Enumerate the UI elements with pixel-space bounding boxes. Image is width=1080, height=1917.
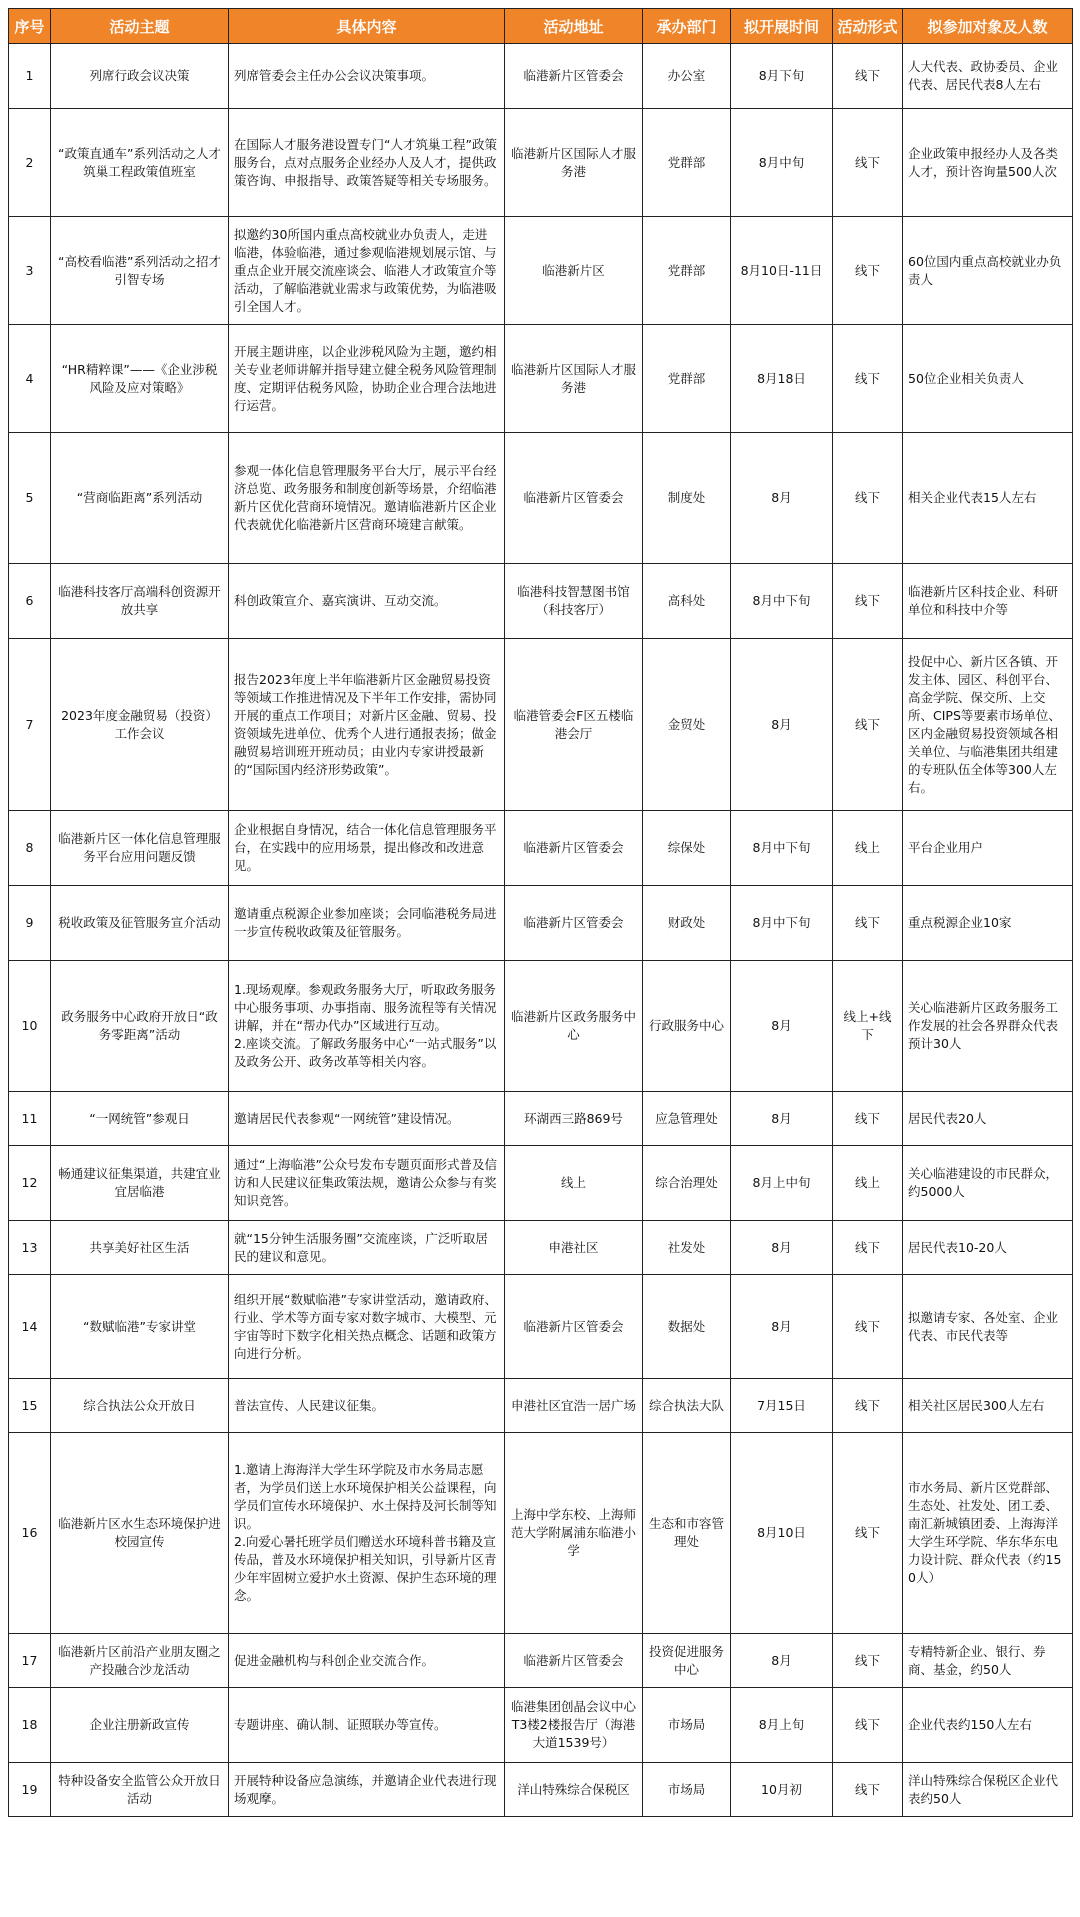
cell-theme: 畅通建议征集渠道，共建宜业宜居临港 bbox=[51, 1146, 229, 1221]
cell-time: 8月10日 bbox=[731, 1433, 833, 1634]
cell-content: 邀请重点税源企业参加座谈；会同临港税务局进一步宣传税收政策及征管服务。 bbox=[229, 886, 505, 961]
cell-no: 7 bbox=[9, 639, 51, 811]
cell-time: 8月上中旬 bbox=[731, 1146, 833, 1221]
cell-form: 线下 bbox=[833, 564, 903, 639]
cell-participants: 市水务局、新片区党群部、生态处、社发处、团工委、南汇新城镇团委、上海海洋大学生环学院、华东华东电力设计院、群众代表（约150人） bbox=[903, 1433, 1073, 1634]
cell-participants: 企业政策申报经办人及各类人才，预计咨询量500人次 bbox=[903, 109, 1073, 217]
cell-theme: “政策直通车”系列活动之人才筑巢工程政策值班室 bbox=[51, 109, 229, 217]
cell-address: 临港新片区政务服务中心 bbox=[505, 961, 643, 1092]
cell-theme: 临港科技客厅高端科创资源开放共享 bbox=[51, 564, 229, 639]
cell-content: 企业根据自身情况，结合一体化信息管理服务平台，在实践中的应用场景，提出修改和改进意见。 bbox=[229, 811, 505, 886]
cell-no: 15 bbox=[9, 1379, 51, 1433]
cell-dept: 综合治理处 bbox=[643, 1146, 731, 1221]
cell-content: 科创政策宣介、嘉宾演讲、互动交流。 bbox=[229, 564, 505, 639]
table-body bbox=[9, 44, 1073, 1817]
cell-form: 线下 bbox=[833, 1379, 903, 1433]
header-time: 拟开展时间 bbox=[731, 9, 833, 44]
cell-time: 8月 bbox=[731, 639, 833, 811]
cell-theme: 2023年度金融贸易（投资）工作会议 bbox=[51, 639, 229, 811]
cell-address: 临港新片区国际人才服务港 bbox=[505, 109, 643, 217]
table-row bbox=[9, 564, 1073, 639]
cell-time: 10月初 bbox=[731, 1763, 833, 1817]
table-row bbox=[9, 1688, 1073, 1763]
cell-time: 8月18日 bbox=[731, 325, 833, 433]
cell-participants: 平台企业用户 bbox=[903, 811, 1073, 886]
cell-time: 8月 bbox=[731, 961, 833, 1092]
cell-content: 1.邀请上海海洋大学生环学院及市水务局志愿者，为学员们送上水环境保护相关公益课程，向学员们宣传水环境保护、水土保持及河长制等知识。 2.向爱心暑托班学员们赠送水环境科普书籍及宣传品，普及水环境保护相关知识，引导新片区青少年牢固树立爱护水土资源、保护生态环境的理念。 bbox=[229, 1433, 505, 1634]
table-row bbox=[9, 217, 1073, 325]
header-content: 具体内容 bbox=[229, 9, 505, 44]
cell-theme: 税收政策及征管服务宣介活动 bbox=[51, 886, 229, 961]
cell-dept: 党群部 bbox=[643, 325, 731, 433]
cell-form: 线下 bbox=[833, 1688, 903, 1763]
cell-content: 列席管委会主任办公会议决策事项。 bbox=[229, 44, 505, 109]
cell-content: 专题讲座、确认制、证照联办等宣传。 bbox=[229, 1688, 505, 1763]
table-row bbox=[9, 44, 1073, 109]
table-row bbox=[9, 1379, 1073, 1433]
cell-form: 线下 bbox=[833, 1092, 903, 1146]
cell-participants: 洋山特殊综合保税区企业代表约50人 bbox=[903, 1763, 1073, 1817]
table-row bbox=[9, 1433, 1073, 1634]
cell-form: 线下 bbox=[833, 1763, 903, 1817]
cell-form: 线下 bbox=[833, 1433, 903, 1634]
cell-participants: 人大代表、政协委员、企业代表、居民代表8人左右 bbox=[903, 44, 1073, 109]
cell-address: 临港管委会F区五楼临港会厅 bbox=[505, 639, 643, 811]
cell-form: 线上 bbox=[833, 1146, 903, 1221]
cell-form: 线下 bbox=[833, 886, 903, 961]
cell-theme: 临港新片区水生态环境保护进校园宣传 bbox=[51, 1433, 229, 1634]
table-row bbox=[9, 1092, 1073, 1146]
cell-no: 11 bbox=[9, 1092, 51, 1146]
header-no: 序号 bbox=[9, 9, 51, 44]
cell-dept: 应急管理处 bbox=[643, 1092, 731, 1146]
table-row bbox=[9, 325, 1073, 433]
cell-no: 13 bbox=[9, 1221, 51, 1275]
cell-theme: 企业注册新政宣传 bbox=[51, 1688, 229, 1763]
cell-no: 17 bbox=[9, 1634, 51, 1688]
cell-no: 19 bbox=[9, 1763, 51, 1817]
cell-no: 14 bbox=[9, 1275, 51, 1379]
cell-content: 邀请居民代表参观“一网统管”建设情况。 bbox=[229, 1092, 505, 1146]
cell-form: 线上+线下 bbox=[833, 961, 903, 1092]
cell-dept: 办公室 bbox=[643, 44, 731, 109]
cell-participants: 专精特新企业、银行、券商、基金，约50人 bbox=[903, 1634, 1073, 1688]
cell-time: 8月 bbox=[731, 1275, 833, 1379]
cell-theme: “高校看临港”系列活动之招才引智专场 bbox=[51, 217, 229, 325]
cell-address: 上海中学东校、上海师范大学附属浦东临港小学 bbox=[505, 1433, 643, 1634]
cell-address: 临港新片区管委会 bbox=[505, 811, 643, 886]
cell-dept: 党群部 bbox=[643, 109, 731, 217]
cell-time: 7月15日 bbox=[731, 1379, 833, 1433]
table-row bbox=[9, 886, 1073, 961]
cell-theme: “一网统管”参观日 bbox=[51, 1092, 229, 1146]
table-header-row bbox=[9, 9, 1073, 44]
cell-form: 线下 bbox=[833, 217, 903, 325]
cell-dept: 高科处 bbox=[643, 564, 731, 639]
cell-dept: 行政服务中心 bbox=[643, 961, 731, 1092]
cell-address: 临港新片区管委会 bbox=[505, 1275, 643, 1379]
table-row bbox=[9, 639, 1073, 811]
cell-dept: 市场局 bbox=[643, 1688, 731, 1763]
activity-table bbox=[8, 8, 1073, 1817]
cell-address: 临港新片区 bbox=[505, 217, 643, 325]
cell-content: 报告2023年度上半年临港新片区金融贸易投资等领域工作推进情况及下半年工作安排，需协同开展的重点工作项目；对新片区金融、贸易、投资领域先进单位、优秀个人进行通报表扬；做金融贸易培训班开班动员；由业内专家讲授最新的“国际国内经济形势政策”。 bbox=[229, 639, 505, 811]
table-row bbox=[9, 109, 1073, 217]
cell-content: 通过“上海临港”公众号发布专题页面形式普及信访和人民建议征集政策法规，邀请公众参与有奖知识竞答。 bbox=[229, 1146, 505, 1221]
cell-time: 8月上旬 bbox=[731, 1688, 833, 1763]
cell-address: 申港社区宜浩一居广场 bbox=[505, 1379, 643, 1433]
cell-no: 5 bbox=[9, 433, 51, 564]
cell-participants: 50位企业相关负责人 bbox=[903, 325, 1073, 433]
cell-form: 线下 bbox=[833, 44, 903, 109]
cell-time: 8月中下旬 bbox=[731, 886, 833, 961]
table-row bbox=[9, 1221, 1073, 1275]
cell-participants: 投促中心、新片区各镇、开发主体、园区、科创平台、高金学院、保交所、上交所、CIPS等要素市场单位、区内金融贸易投资领域各相关单位、与临港集团共组建的专班队伍全体等300人左右。 bbox=[903, 639, 1073, 811]
cell-dept: 党群部 bbox=[643, 217, 731, 325]
cell-time: 8月中下旬 bbox=[731, 811, 833, 886]
cell-theme: “HR精粹课”——《企业涉税风险及应对策略》 bbox=[51, 325, 229, 433]
cell-form: 线上 bbox=[833, 811, 903, 886]
cell-content: 在国际人才服务港设置专门“人才筑巢工程”政策服务台，点对点服务企业经办人及人才，提供政策咨询、申报指导、政策答疑等相关专场服务。 bbox=[229, 109, 505, 217]
cell-address: 临港新片区管委会 bbox=[505, 1634, 643, 1688]
table-row bbox=[9, 1634, 1073, 1688]
table-row bbox=[9, 961, 1073, 1092]
cell-form: 线下 bbox=[833, 109, 903, 217]
cell-dept: 数据处 bbox=[643, 1275, 731, 1379]
cell-address: 临港新片区管委会 bbox=[505, 886, 643, 961]
cell-participants: 相关企业代表15人左右 bbox=[903, 433, 1073, 564]
cell-no: 16 bbox=[9, 1433, 51, 1634]
cell-participants: 60位国内重点高校就业办负责人 bbox=[903, 217, 1073, 325]
cell-dept: 综保处 bbox=[643, 811, 731, 886]
header-theme: 活动主题 bbox=[51, 9, 229, 44]
cell-dept: 生态和市容管理处 bbox=[643, 1433, 731, 1634]
cell-form: 线下 bbox=[833, 325, 903, 433]
table-row bbox=[9, 1275, 1073, 1379]
cell-dept: 市场局 bbox=[643, 1763, 731, 1817]
header-dept: 承办部门 bbox=[643, 9, 731, 44]
cell-address: 申港社区 bbox=[505, 1221, 643, 1275]
cell-theme: “数赋临港”专家讲堂 bbox=[51, 1275, 229, 1379]
cell-participants: 拟邀请专家、各处室、企业代表、市民代表等 bbox=[903, 1275, 1073, 1379]
cell-no: 8 bbox=[9, 811, 51, 886]
cell-form: 线下 bbox=[833, 1221, 903, 1275]
cell-content: 就“15分钟生活服务圈”交流座谈，广泛听取居民的建议和意见。 bbox=[229, 1221, 505, 1275]
cell-form: 线下 bbox=[833, 1634, 903, 1688]
cell-theme: 临港新片区前沿产业朋友圈之产投融合沙龙活动 bbox=[51, 1634, 229, 1688]
cell-form: 线下 bbox=[833, 433, 903, 564]
cell-theme: 综合执法公众开放日 bbox=[51, 1379, 229, 1433]
cell-time: 8月中旬 bbox=[731, 109, 833, 217]
cell-dept: 综合执法大队 bbox=[643, 1379, 731, 1433]
cell-dept: 社发处 bbox=[643, 1221, 731, 1275]
cell-content: 拟邀约30所国内重点高校就业办负责人，走进临港，体验临港，通过参观临港规划展示馆、与重点企业开展交流座谈会、临港人才政策宣介等活动，了解临港就业需求与政策优势，为临港吸引全国人才。 bbox=[229, 217, 505, 325]
cell-theme: 临港新片区一体化信息管理服务平台应用问题反馈 bbox=[51, 811, 229, 886]
cell-form: 线下 bbox=[833, 639, 903, 811]
cell-content: 普法宣传、人民建议征集。 bbox=[229, 1379, 505, 1433]
cell-address: 临港集团创晶会议中心T3楼2楼报告厅（海港大道1539号） bbox=[505, 1688, 643, 1763]
header-address: 活动地址 bbox=[505, 9, 643, 44]
cell-theme: 共享美好社区生活 bbox=[51, 1221, 229, 1275]
cell-no: 6 bbox=[9, 564, 51, 639]
cell-theme: “营商临距离”系列活动 bbox=[51, 433, 229, 564]
cell-time: 8月下旬 bbox=[731, 44, 833, 109]
cell-no: 4 bbox=[9, 325, 51, 433]
activity-table-container bbox=[8, 8, 1072, 1817]
cell-theme: 列席行政会议决策 bbox=[51, 44, 229, 109]
cell-no: 9 bbox=[9, 886, 51, 961]
cell-time: 8月 bbox=[731, 1634, 833, 1688]
cell-dept: 金贸处 bbox=[643, 639, 731, 811]
cell-address: 临港新片区管委会 bbox=[505, 433, 643, 564]
header-participants: 拟参加对象及人数 bbox=[903, 9, 1073, 44]
cell-participants: 重点税源企业10家 bbox=[903, 886, 1073, 961]
cell-theme: 政务服务中心政府开放日“政务零距离”活动 bbox=[51, 961, 229, 1092]
cell-participants: 企业代表约150人左右 bbox=[903, 1688, 1073, 1763]
cell-dept: 财政处 bbox=[643, 886, 731, 961]
cell-dept: 制度处 bbox=[643, 433, 731, 564]
cell-participants: 居民代表20人 bbox=[903, 1092, 1073, 1146]
cell-participants: 关心临港建设的市民群众，约5000人 bbox=[903, 1146, 1073, 1221]
header-form: 活动形式 bbox=[833, 9, 903, 44]
table-row bbox=[9, 1146, 1073, 1221]
cell-participants: 临港新片区科技企业、科研单位和科技中介等 bbox=[903, 564, 1073, 639]
cell-participants: 居民代表10-20人 bbox=[903, 1221, 1073, 1275]
cell-content: 开展特种设备应急演练，并邀请企业代表进行现场观摩。 bbox=[229, 1763, 505, 1817]
cell-address: 临港新片区国际人才服务港 bbox=[505, 325, 643, 433]
table-row bbox=[9, 433, 1073, 564]
cell-no: 12 bbox=[9, 1146, 51, 1221]
cell-address: 洋山特殊综合保税区 bbox=[505, 1763, 643, 1817]
cell-dept: 投资促进服务中心 bbox=[643, 1634, 731, 1688]
table-row bbox=[9, 811, 1073, 886]
cell-time: 8月中下旬 bbox=[731, 564, 833, 639]
table-row bbox=[9, 1763, 1073, 1817]
cell-address: 环湖西三路869号 bbox=[505, 1092, 643, 1146]
cell-address: 临港科技智慧图书馆（科技客厅） bbox=[505, 564, 643, 639]
cell-time: 8月10日-11日 bbox=[731, 217, 833, 325]
cell-form: 线下 bbox=[833, 1275, 903, 1379]
cell-no: 10 bbox=[9, 961, 51, 1092]
cell-time: 8月 bbox=[731, 433, 833, 564]
cell-time: 8月 bbox=[731, 1092, 833, 1146]
cell-content: 促进金融机构与科创企业交流合作。 bbox=[229, 1634, 505, 1688]
cell-no: 18 bbox=[9, 1688, 51, 1763]
cell-content: 开展主题讲座，以企业涉税风险为主题，邀约相关专业老师讲解并指导建立健全税务风险管理制度、定期评估税务风险，协助企业合理合法地进行运营。 bbox=[229, 325, 505, 433]
cell-theme: 特种设备安全监管公众开放日活动 bbox=[51, 1763, 229, 1817]
cell-participants: 关心临港新片区政务服务工作发展的社会各界群众代表预计30人 bbox=[903, 961, 1073, 1092]
cell-content: 1.现场观摩。参观政务服务大厅，听取政务服务中心服务事项、办事指南、服务流程等有关情况讲解，并在“帮办代办”区域进行互动。 2.座谈交流。了解政务服务中心“一站式服务”以及政务公开、政务改革等相关内容。 bbox=[229, 961, 505, 1092]
cell-no: 2 bbox=[9, 109, 51, 217]
cell-content: 组织开展“数赋临港”专家讲堂活动，邀请政府、行业、学术等方面专家对数字城市、大模型、元宇宙等时下数字化相关热点概念、话题和政策方向进行分析。 bbox=[229, 1275, 505, 1379]
cell-address: 临港新片区管委会 bbox=[505, 44, 643, 109]
cell-no: 3 bbox=[9, 217, 51, 325]
cell-no: 1 bbox=[9, 44, 51, 109]
cell-time: 8月 bbox=[731, 1221, 833, 1275]
cell-participants: 相关社区居民300人左右 bbox=[903, 1379, 1073, 1433]
cell-address: 线上 bbox=[505, 1146, 643, 1221]
cell-content: 参观一体化信息管理服务平台大厅，展示平台经济总览、政务服务和制度创新等场景，介绍临港新片区优化营商环境情况。邀请临港新片区企业代表就优化临港新片区营商环境建言献策。 bbox=[229, 433, 505, 564]
